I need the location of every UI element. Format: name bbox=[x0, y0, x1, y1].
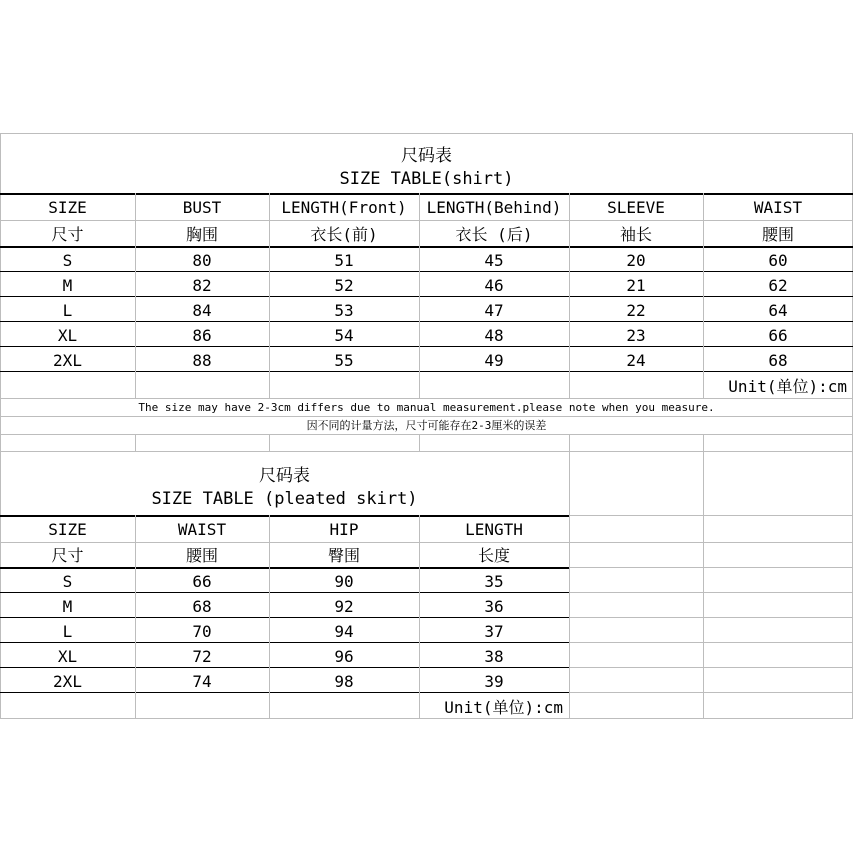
shirt-table-cell: 20 bbox=[626, 251, 646, 270]
shirt-table-cell: 52 bbox=[334, 276, 354, 295]
skirt-title-cn: 尺码表 bbox=[259, 465, 310, 486]
skirt-table-cell: 92 bbox=[334, 597, 354, 616]
grid-line bbox=[703, 451, 704, 719]
skirt-table-cell: 74 bbox=[192, 672, 212, 691]
skirt-table-cell: S bbox=[62, 572, 73, 591]
shirt-header-cn-cell: 衣长(前) bbox=[310, 225, 378, 244]
shirt-table-cell: 55 bbox=[334, 351, 354, 370]
skirt-header-en-cell: LENGTH bbox=[465, 520, 523, 539]
shirt-header-en-cell: WAIST bbox=[753, 198, 803, 217]
shirt-table-cell: 64 bbox=[768, 301, 788, 320]
shirt-header-en-cell: BUST bbox=[182, 198, 222, 217]
skirt-header-en-cell: HIP bbox=[329, 520, 359, 539]
shirt-table-cell: 84 bbox=[192, 301, 212, 320]
shirt-table-cell: 23 bbox=[626, 326, 646, 345]
measurement-note-en: The size may have 2-3cm differs due to manual measurement.please note when you measure. bbox=[138, 400, 715, 414]
grid-line bbox=[0, 718, 853, 719]
grid-line bbox=[569, 667, 853, 668]
shirt-unit-label: Unit(单位):cm bbox=[728, 377, 847, 396]
shirt-table-cell: 49 bbox=[484, 351, 504, 370]
grid-line bbox=[0, 193, 853, 195]
grid-line bbox=[0, 398, 853, 399]
skirt-table-cell: 37 bbox=[484, 622, 504, 641]
skirt-table-cell: 2XL bbox=[53, 672, 82, 691]
skirt-table-cell: 68 bbox=[192, 597, 212, 616]
shirt-table-cell: 68 bbox=[768, 351, 788, 370]
measurement-note-cn: 因不同的计量方法，尺寸可能存在2-3厘米的误差 bbox=[306, 419, 547, 432]
shirt-table-cell: 86 bbox=[192, 326, 212, 345]
shirt-table-cell: XL bbox=[57, 326, 78, 345]
grid-line bbox=[569, 451, 570, 719]
grid-line bbox=[135, 434, 136, 451]
shirt-table-cell: 21 bbox=[626, 276, 646, 295]
grid-line bbox=[569, 692, 853, 693]
skirt-unit-label: Unit(单位):cm bbox=[444, 698, 563, 717]
grid-line bbox=[569, 592, 853, 593]
grid-line bbox=[419, 434, 420, 451]
skirt-table-cell: L bbox=[62, 622, 73, 641]
skirt-table-cell: 70 bbox=[192, 622, 212, 641]
grid-line bbox=[569, 542, 853, 543]
skirt-header-en-cell: SIZE bbox=[48, 520, 87, 539]
grid-line bbox=[0, 371, 853, 372]
shirt-table-cell: 66 bbox=[768, 326, 788, 345]
skirt-header-cn-cell: 尺寸 bbox=[51, 546, 84, 565]
shirt-table-cell: S bbox=[62, 251, 73, 270]
skirt-table-cell: 72 bbox=[192, 647, 212, 666]
skirt-header-cn-cell: 长度 bbox=[477, 546, 510, 565]
shirt-table-cell: 46 bbox=[484, 276, 504, 295]
shirt-table-cell: 24 bbox=[626, 351, 646, 370]
grid-line bbox=[0, 133, 853, 134]
grid-line bbox=[703, 434, 704, 451]
grid-line bbox=[0, 617, 569, 618]
skirt-table-cell: 35 bbox=[484, 572, 504, 591]
grid-line bbox=[269, 434, 270, 451]
grid-line bbox=[0, 692, 569, 693]
skirt-table-cell: 66 bbox=[192, 572, 212, 591]
shirt-title-cn: 尺码表 bbox=[401, 145, 452, 166]
shirt-table-cell: 51 bbox=[334, 251, 354, 270]
grid-line bbox=[0, 542, 569, 543]
shirt-table-cell: 53 bbox=[334, 301, 354, 320]
grid-line bbox=[569, 617, 853, 618]
shirt-table-cell: 47 bbox=[484, 301, 504, 320]
shirt-table-cell: 82 bbox=[192, 276, 212, 295]
grid-line bbox=[569, 193, 570, 398]
grid-line bbox=[0, 346, 853, 347]
grid-line bbox=[0, 321, 853, 322]
shirt-table-cell: 22 bbox=[626, 301, 646, 320]
shirt-header-cn-cell: 胸围 bbox=[185, 225, 218, 244]
grid-line bbox=[0, 451, 853, 452]
skirt-header-en-cell: WAIST bbox=[177, 520, 227, 539]
grid-line bbox=[0, 416, 853, 417]
shirt-header-cn-cell: 衣长 (后) bbox=[455, 225, 533, 244]
skirt-table-cell: XL bbox=[57, 647, 78, 666]
shirt-table-cell: 80 bbox=[192, 251, 212, 270]
grid-line bbox=[0, 271, 853, 272]
grid-line bbox=[0, 592, 569, 593]
grid-line bbox=[0, 220, 853, 221]
shirt-table-cell: 48 bbox=[484, 326, 504, 345]
grid-line bbox=[0, 567, 569, 569]
skirt-header-cn-cell: 腰围 bbox=[185, 546, 218, 565]
shirt-title-en: SIZE TABLE(shirt) bbox=[339, 169, 514, 189]
shirt-header-en-cell: SLEEVE bbox=[607, 198, 665, 217]
grid-line bbox=[569, 515, 853, 516]
shirt-table-cell: 2XL bbox=[53, 351, 82, 370]
grid-line bbox=[0, 296, 853, 297]
grid-line bbox=[135, 515, 136, 719]
grid-line bbox=[419, 193, 420, 398]
shirt-header-en-cell: SIZE bbox=[48, 198, 87, 217]
shirt-table-cell: L bbox=[62, 301, 73, 320]
shirt-table-cell: 88 bbox=[192, 351, 212, 370]
grid-line bbox=[569, 642, 853, 643]
grid-line bbox=[569, 434, 570, 451]
skirt-table-cell: M bbox=[62, 597, 73, 616]
grid-line bbox=[419, 515, 420, 719]
skirt-table-cell: 38 bbox=[484, 647, 504, 666]
grid-line bbox=[0, 642, 569, 643]
shirt-table-cell: M bbox=[62, 276, 73, 295]
grid-line bbox=[0, 667, 569, 668]
grid-line bbox=[0, 246, 853, 248]
skirt-table-cell: 98 bbox=[334, 672, 354, 691]
shirt-table-cell: 54 bbox=[334, 326, 354, 345]
shirt-table-cell: 62 bbox=[768, 276, 788, 295]
shirt-table-cell: 45 bbox=[484, 251, 504, 270]
skirt-table-cell: 96 bbox=[334, 647, 354, 666]
skirt-table-cell: 90 bbox=[334, 572, 354, 591]
skirt-table-cell: 94 bbox=[334, 622, 354, 641]
grid-line bbox=[269, 193, 270, 398]
grid-line bbox=[269, 515, 270, 719]
grid-line bbox=[703, 193, 704, 398]
grid-line bbox=[569, 567, 853, 568]
shirt-table-cell: 60 bbox=[768, 251, 788, 270]
shirt-header-en-cell: LENGTH(Behind) bbox=[426, 198, 562, 217]
skirt-table-cell: 39 bbox=[484, 672, 504, 691]
shirt-header-cn-cell: 袖长 bbox=[619, 225, 652, 244]
shirt-header-cn-cell: 腰围 bbox=[761, 225, 794, 244]
grid-line bbox=[0, 434, 853, 435]
size-chart-sheet bbox=[0, 133, 853, 719]
shirt-header-en-cell: LENGTH(Front) bbox=[281, 198, 407, 217]
skirt-table-cell: 36 bbox=[484, 597, 504, 616]
skirt-header-cn-cell: 臀围 bbox=[327, 546, 360, 565]
grid-line bbox=[135, 193, 136, 398]
grid-line bbox=[0, 515, 569, 517]
shirt-header-cn-cell: 尺寸 bbox=[51, 225, 84, 244]
skirt-title-en: SIZE TABLE (pleated skirt) bbox=[151, 489, 418, 509]
